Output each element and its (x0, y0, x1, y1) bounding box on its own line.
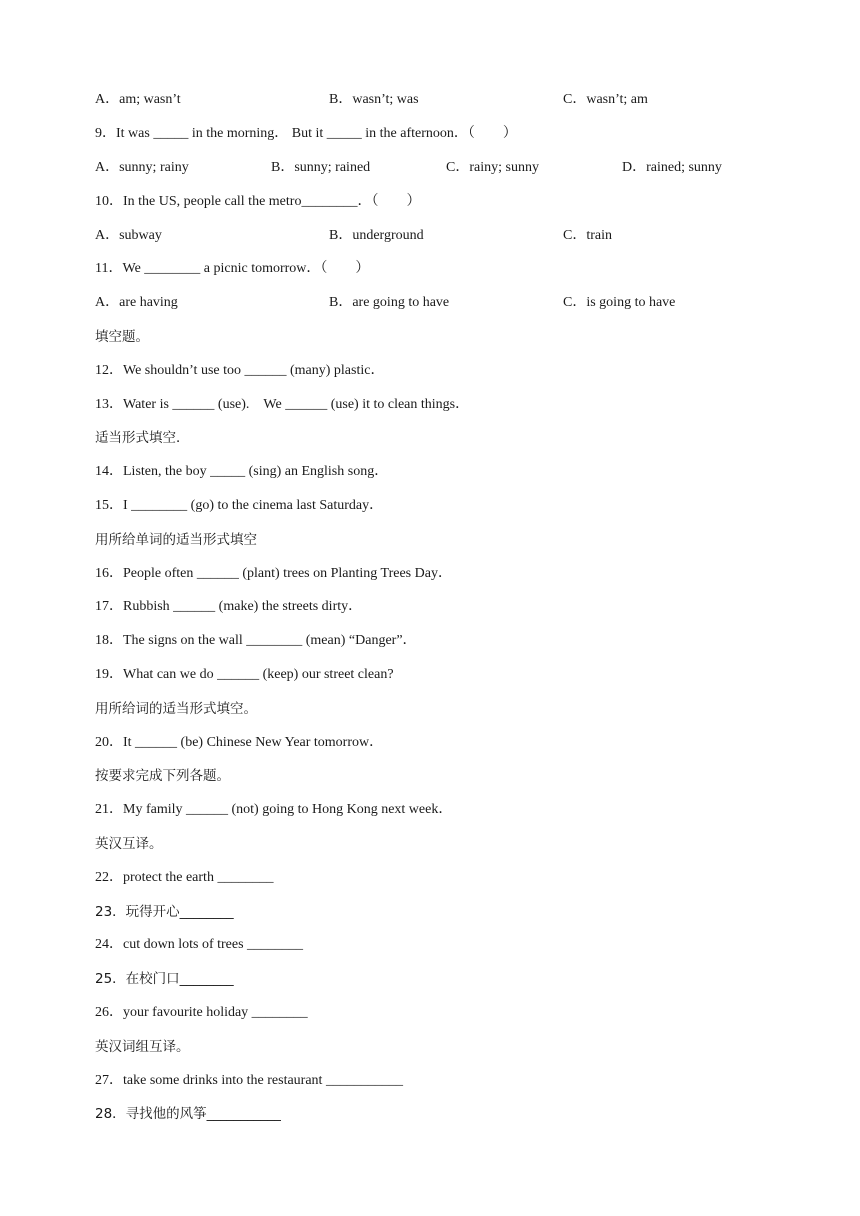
q8-option-a: A．am; wasn’t (95, 92, 181, 107)
section-heading-proper-form: 适当形式填空． (95, 430, 190, 446)
question-12: 12．We shouldn’t use too ______ (many) plastic． (95, 363, 385, 378)
question-20: 20．It ______ (be) Chinese New Year tomorrow． (95, 735, 384, 750)
q10-stem: 10．In the US, people call the metro________．（ ） (95, 194, 421, 209)
q9-option-a: A．sunny; rainy (95, 160, 189, 175)
question-23: 23．玩得开心________ (95, 904, 234, 920)
question-25: 25．在校门口________ (95, 971, 234, 987)
q11-stem: 11．We ________ a picnic tomorrow．（ ） (95, 261, 370, 276)
q8-option-b: B．wasn’t; was (329, 92, 419, 107)
question-22: 22．protect the earth ________ (95, 870, 274, 885)
q10-option-a: A．subway (95, 228, 162, 243)
question-17: 17．Rubbish ______ (make) the streets dirty． (95, 599, 363, 614)
question-21: 21．My family ______ (not) going to Hong Kong next week． (95, 802, 453, 817)
q11-option-b: B．are going to have (329, 295, 450, 310)
question-13: 13．Water is ______ (use). We ______ (use) it to clean things． (95, 397, 470, 412)
question-27: 27．take some drinks into the restaurant ___________ (95, 1073, 403, 1088)
section-heading-translate-phrases: 英汉词组互译。 (95, 1039, 190, 1055)
q10-option-b: B．underground (329, 228, 424, 243)
q10-option-c: C．train (563, 228, 612, 243)
q11-option-c: C．is going to have (563, 295, 676, 310)
section-heading-given-word-form: 用所给单词的适当形式填空 (95, 532, 257, 548)
section-heading-translate: 英汉互译。 (95, 836, 163, 852)
question-24: 24．cut down lots of trees ________ (95, 937, 304, 952)
question-26: 26．your favourite holiday ________ (95, 1005, 308, 1020)
q8-option-c: C．wasn’t; am (563, 92, 648, 107)
q11-option-a: A．are having (95, 295, 178, 310)
question-15: 15．I ________ (go) to the cinema last Saturday． (95, 498, 384, 513)
q9-stem: 9．It was _____ in the morning． But it _____ in the afternoon．（ ） (95, 126, 517, 141)
section-heading-as-required: 按要求完成下列各题。 (95, 768, 230, 784)
section-heading-fill-blank: 填空题。 (95, 329, 149, 345)
q9-option-d: D．rained; sunny (622, 160, 722, 175)
question-16: 16．People often ______ (plant) trees on Planting Trees Day． (95, 566, 452, 581)
question-14: 14．Listen, the boy _____ (sing) an English song． (95, 464, 389, 479)
question-28: 28．寻找他的风筝___________ (95, 1106, 281, 1122)
question-19: 19．What can we do ______ (keep) our street clean? (95, 667, 394, 682)
q9-option-b: B．sunny; rained (271, 160, 371, 175)
section-heading-given-word-form-2: 用所给词的适当形式填空。 (95, 701, 257, 717)
question-18: 18．The signs on the wall ________ (mean) “Danger”． (95, 633, 417, 648)
q9-option-c: C．rainy; sunny (446, 160, 539, 175)
